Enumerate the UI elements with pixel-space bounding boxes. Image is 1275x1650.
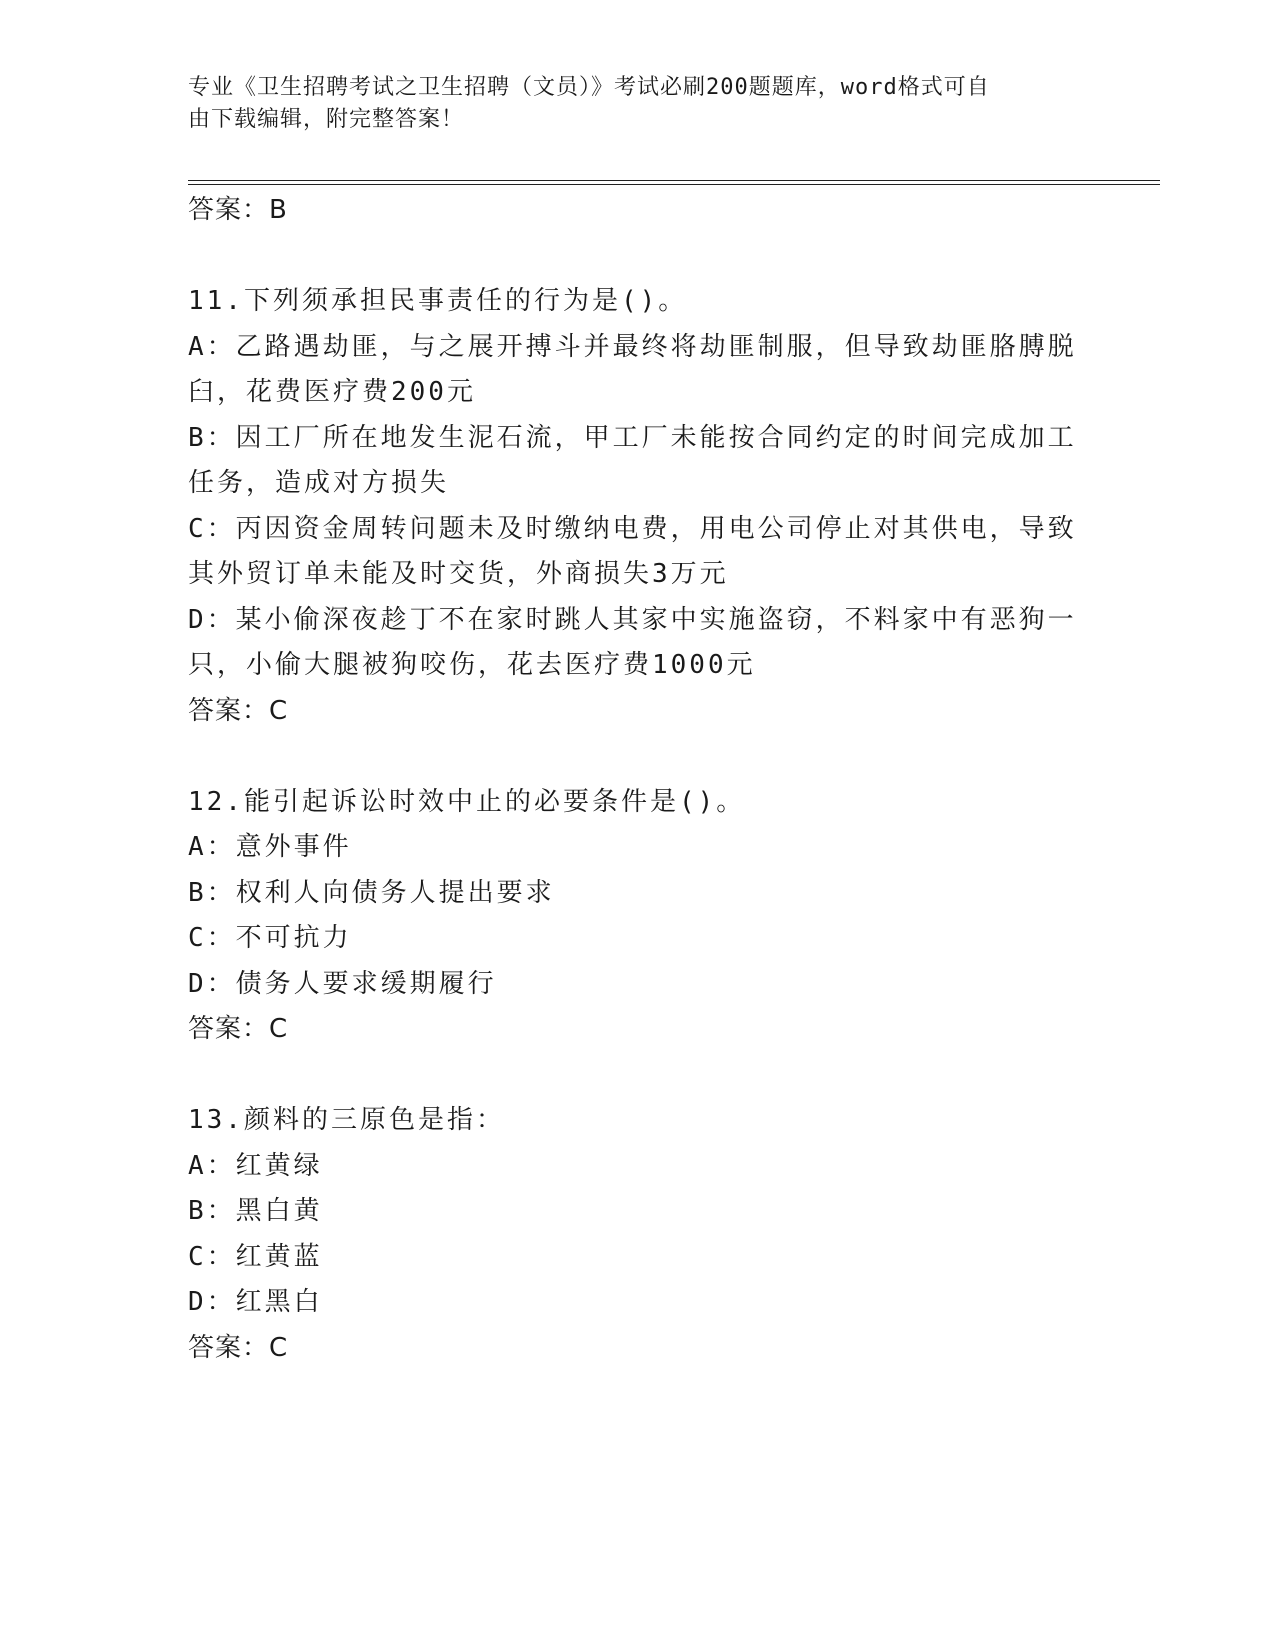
question-block <box>188 279 1088 734</box>
question-answer: 答案：C <box>188 695 289 726</box>
question-stem: 13.颜料的三原色是指： <box>188 1105 505 1135</box>
option-line: A：红黄绿 <box>188 1150 323 1181</box>
option-line: 其外贸订单未能及时交货，外商损失3万元 <box>188 559 729 589</box>
option-line: B：黑白黄 <box>188 1196 323 1226</box>
option-line: B：因工厂所在地发生泥石流，甲工厂未能按合同约定的时间完成加工 <box>188 422 1077 453</box>
question-block <box>188 1098 1088 1371</box>
question-answer: 答案：C <box>188 1014 289 1044</box>
question-answer: 答案：C <box>188 1332 289 1363</box>
spacer <box>188 1053 1088 1099</box>
previous-answer: 答案：B <box>188 195 288 225</box>
option-line: B：权利人向债务人提出要求 <box>188 877 555 908</box>
option-line: 只，小偷大腿被狗咬伤，花去医疗费1000元 <box>188 650 756 680</box>
option-line: C：红黄蓝 <box>188 1241 323 1272</box>
spacer <box>188 234 1088 280</box>
option-line: D：某小偷深夜趁丁不在家时跳人其家中实施盗窃，不料家中有恶狗一 <box>188 604 1077 635</box>
document-header <box>188 72 1068 136</box>
document-body <box>188 188 1088 1371</box>
option-line: 任务，造成对方损失 <box>188 468 450 498</box>
question-block <box>188 780 1088 1053</box>
option-line: D：债务人要求缓期履行 <box>188 968 497 999</box>
header-divider-bottom <box>188 184 1160 185</box>
question-stem: 11.下列须承担民事责任的行为是()。 <box>188 286 688 316</box>
header-divider-top <box>188 180 1160 181</box>
option-line: C：丙因资金周转问题未及时缴纳电费，用电公司停止对其供电，导致 <box>188 513 1077 544</box>
option-line: C：不可抗力 <box>188 923 352 953</box>
spacer <box>188 734 1088 780</box>
option-line: A：意外事件 <box>188 832 352 862</box>
header-line-2: 由下载编辑，附完整答案！ <box>188 107 465 132</box>
option-line: A：乙路遇劫匪，与之展开搏斗并最终将劫匪制服，但导致劫匪胳膊脱 <box>188 331 1077 362</box>
question-stem: 12.能引起诉讼时效中止的必要条件是()。 <box>188 786 746 817</box>
option-line: D：红黑白 <box>188 1287 323 1317</box>
header-line-1: 专业《卫生招聘考试之卫生招聘（文员）》考试必刷200题题库，word格式可自 <box>188 75 990 100</box>
option-line: 臼，花费医疗费200元 <box>188 377 476 407</box>
